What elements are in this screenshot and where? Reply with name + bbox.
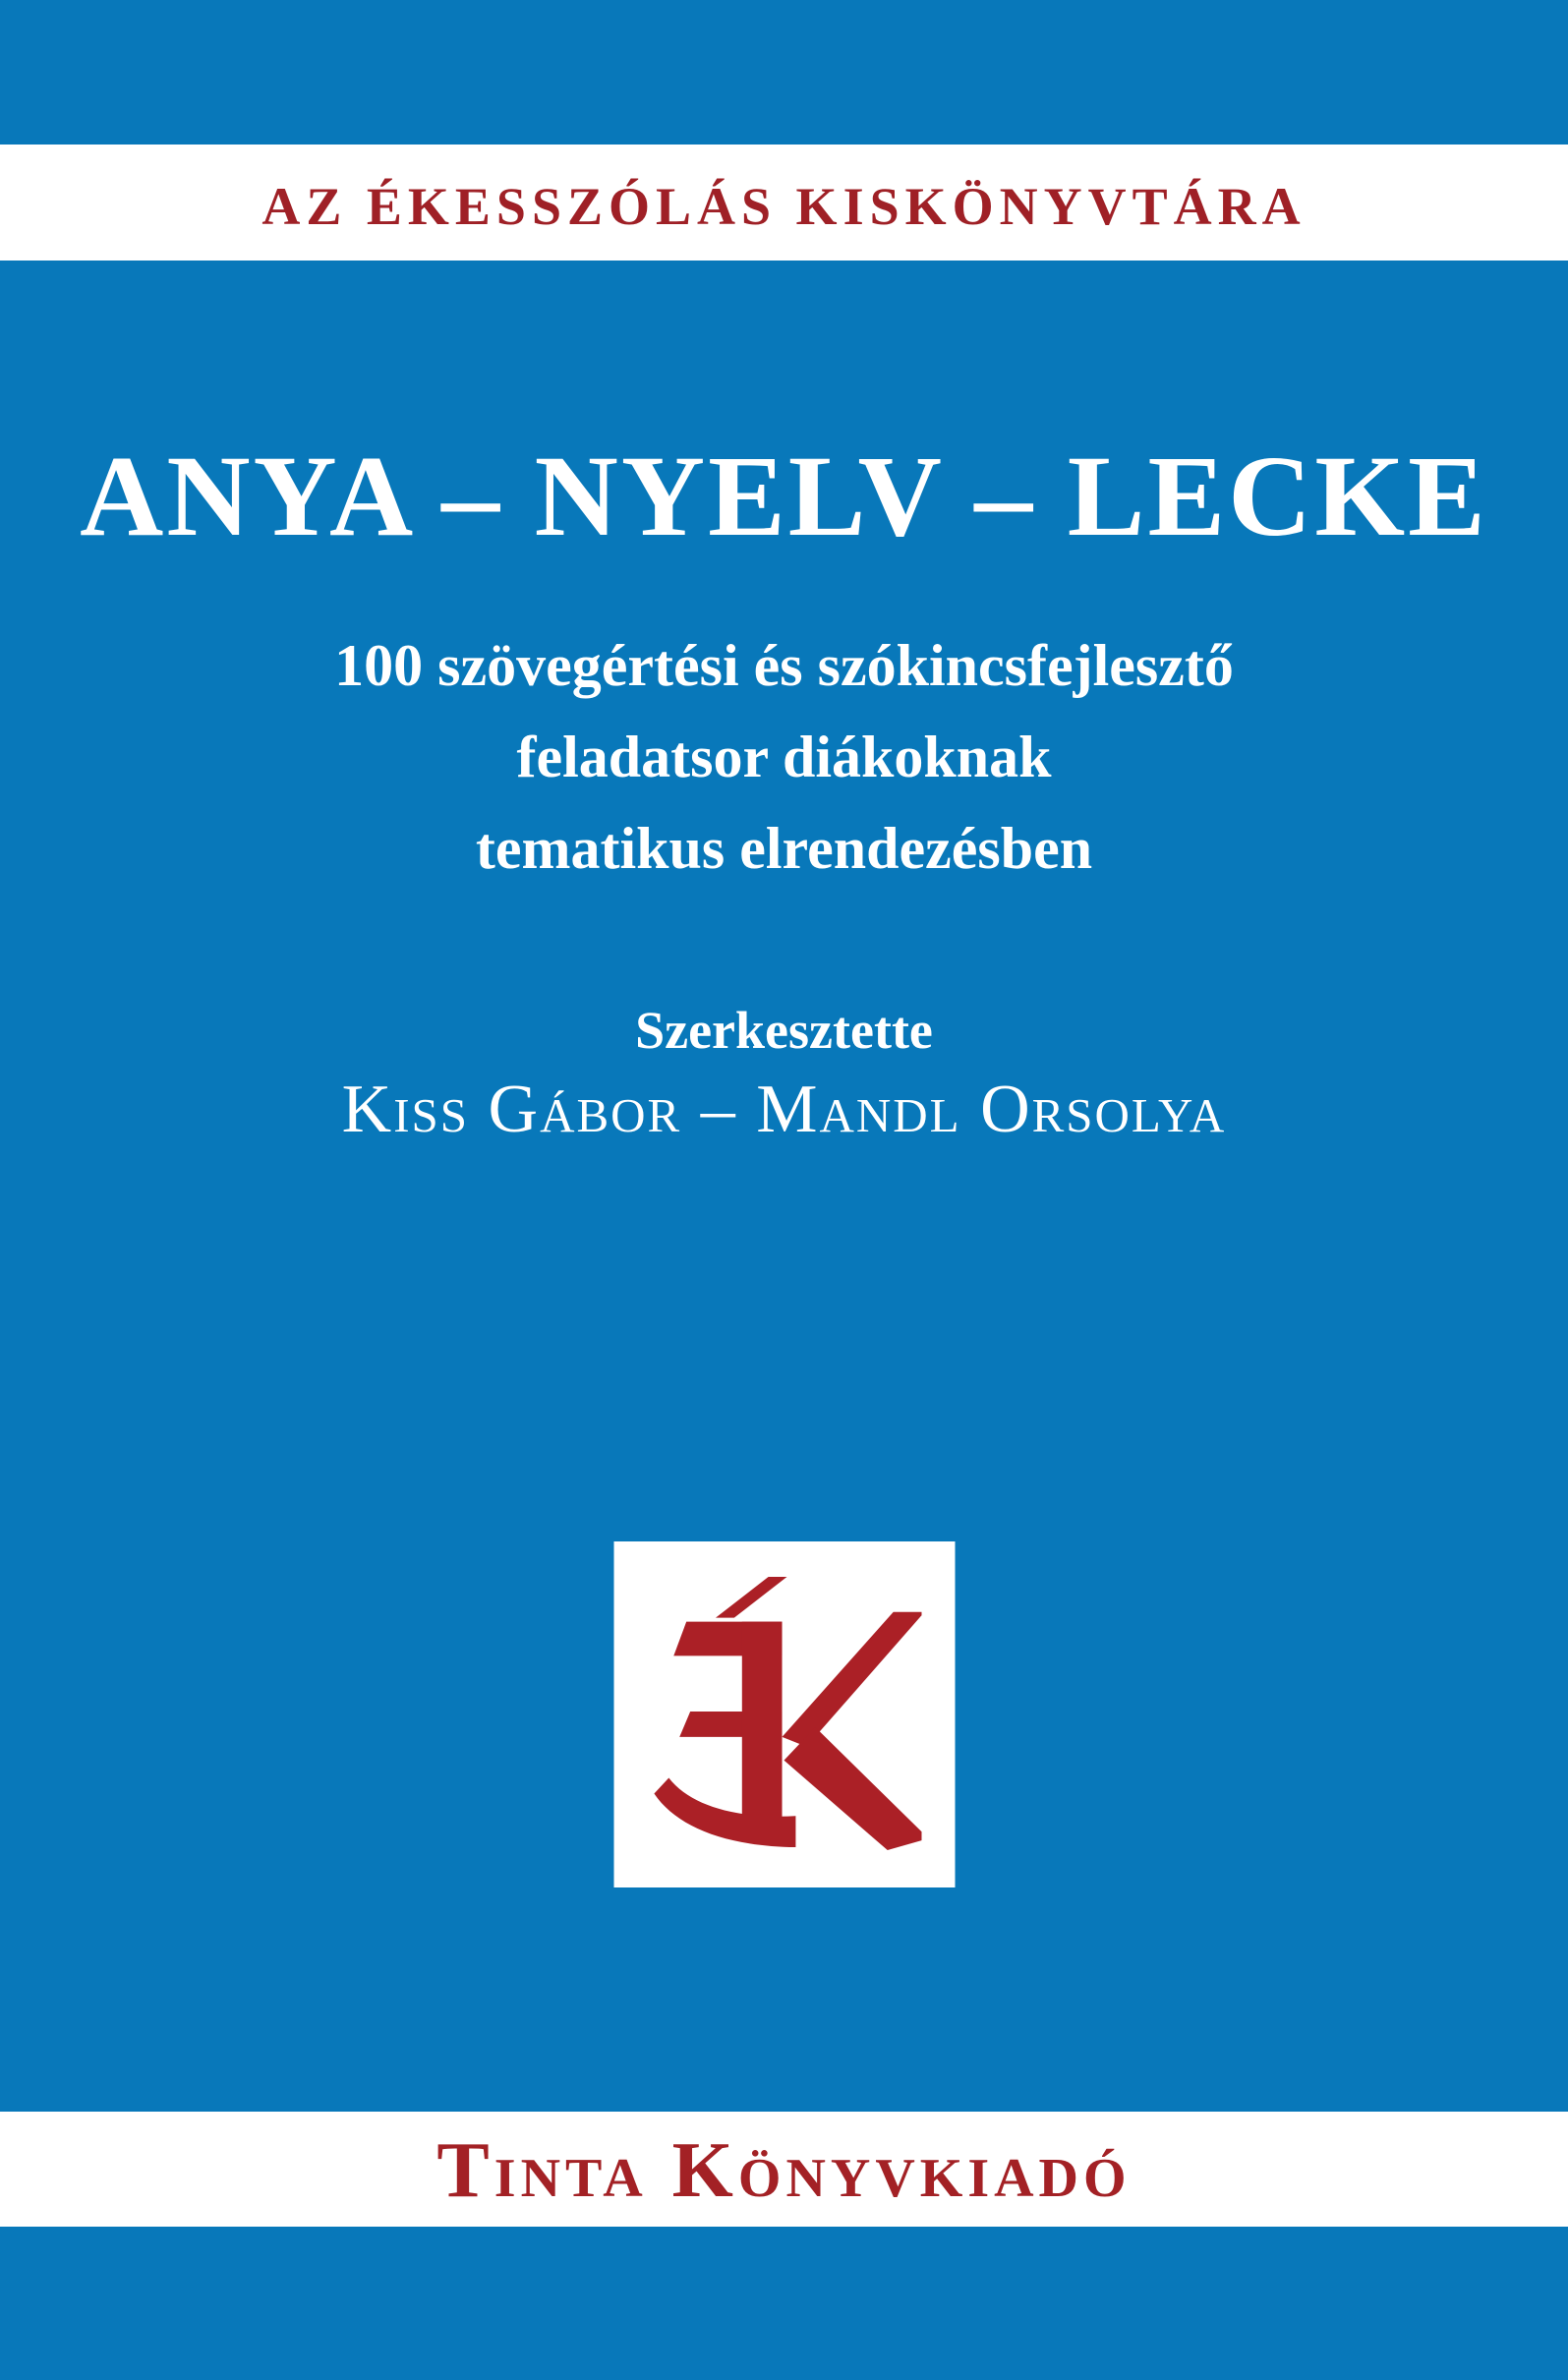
publisher-banner: [0, 2112, 1568, 2227]
book-subtitle: [0, 620, 1568, 895]
subtitle-line-3: tematikus elrendezésben: [475, 816, 1093, 881]
editors-names: Kiss Gábor – Mandl Orsolya: [341, 1072, 1227, 1147]
edited-by-label: Szerkesztette: [635, 1001, 933, 1060]
book-title: ANYA – NYELV – LECKE: [80, 432, 1488, 560]
subtitle-line-1: 100 szövegértési és szókincsfejlesztő: [334, 633, 1234, 698]
ek-monogram-icon: [647, 1573, 922, 1856]
publisher-name: Tinta Könyvkiadó: [436, 2127, 1132, 2214]
publisher-logo: [613, 1541, 955, 1887]
series-banner: [0, 145, 1568, 261]
series-title: AZ ÉKESSZÓLÁS KISKÖNYVTÁRA: [261, 177, 1307, 236]
subtitle-line-2: feladatsor diákoknak: [516, 725, 1052, 789]
